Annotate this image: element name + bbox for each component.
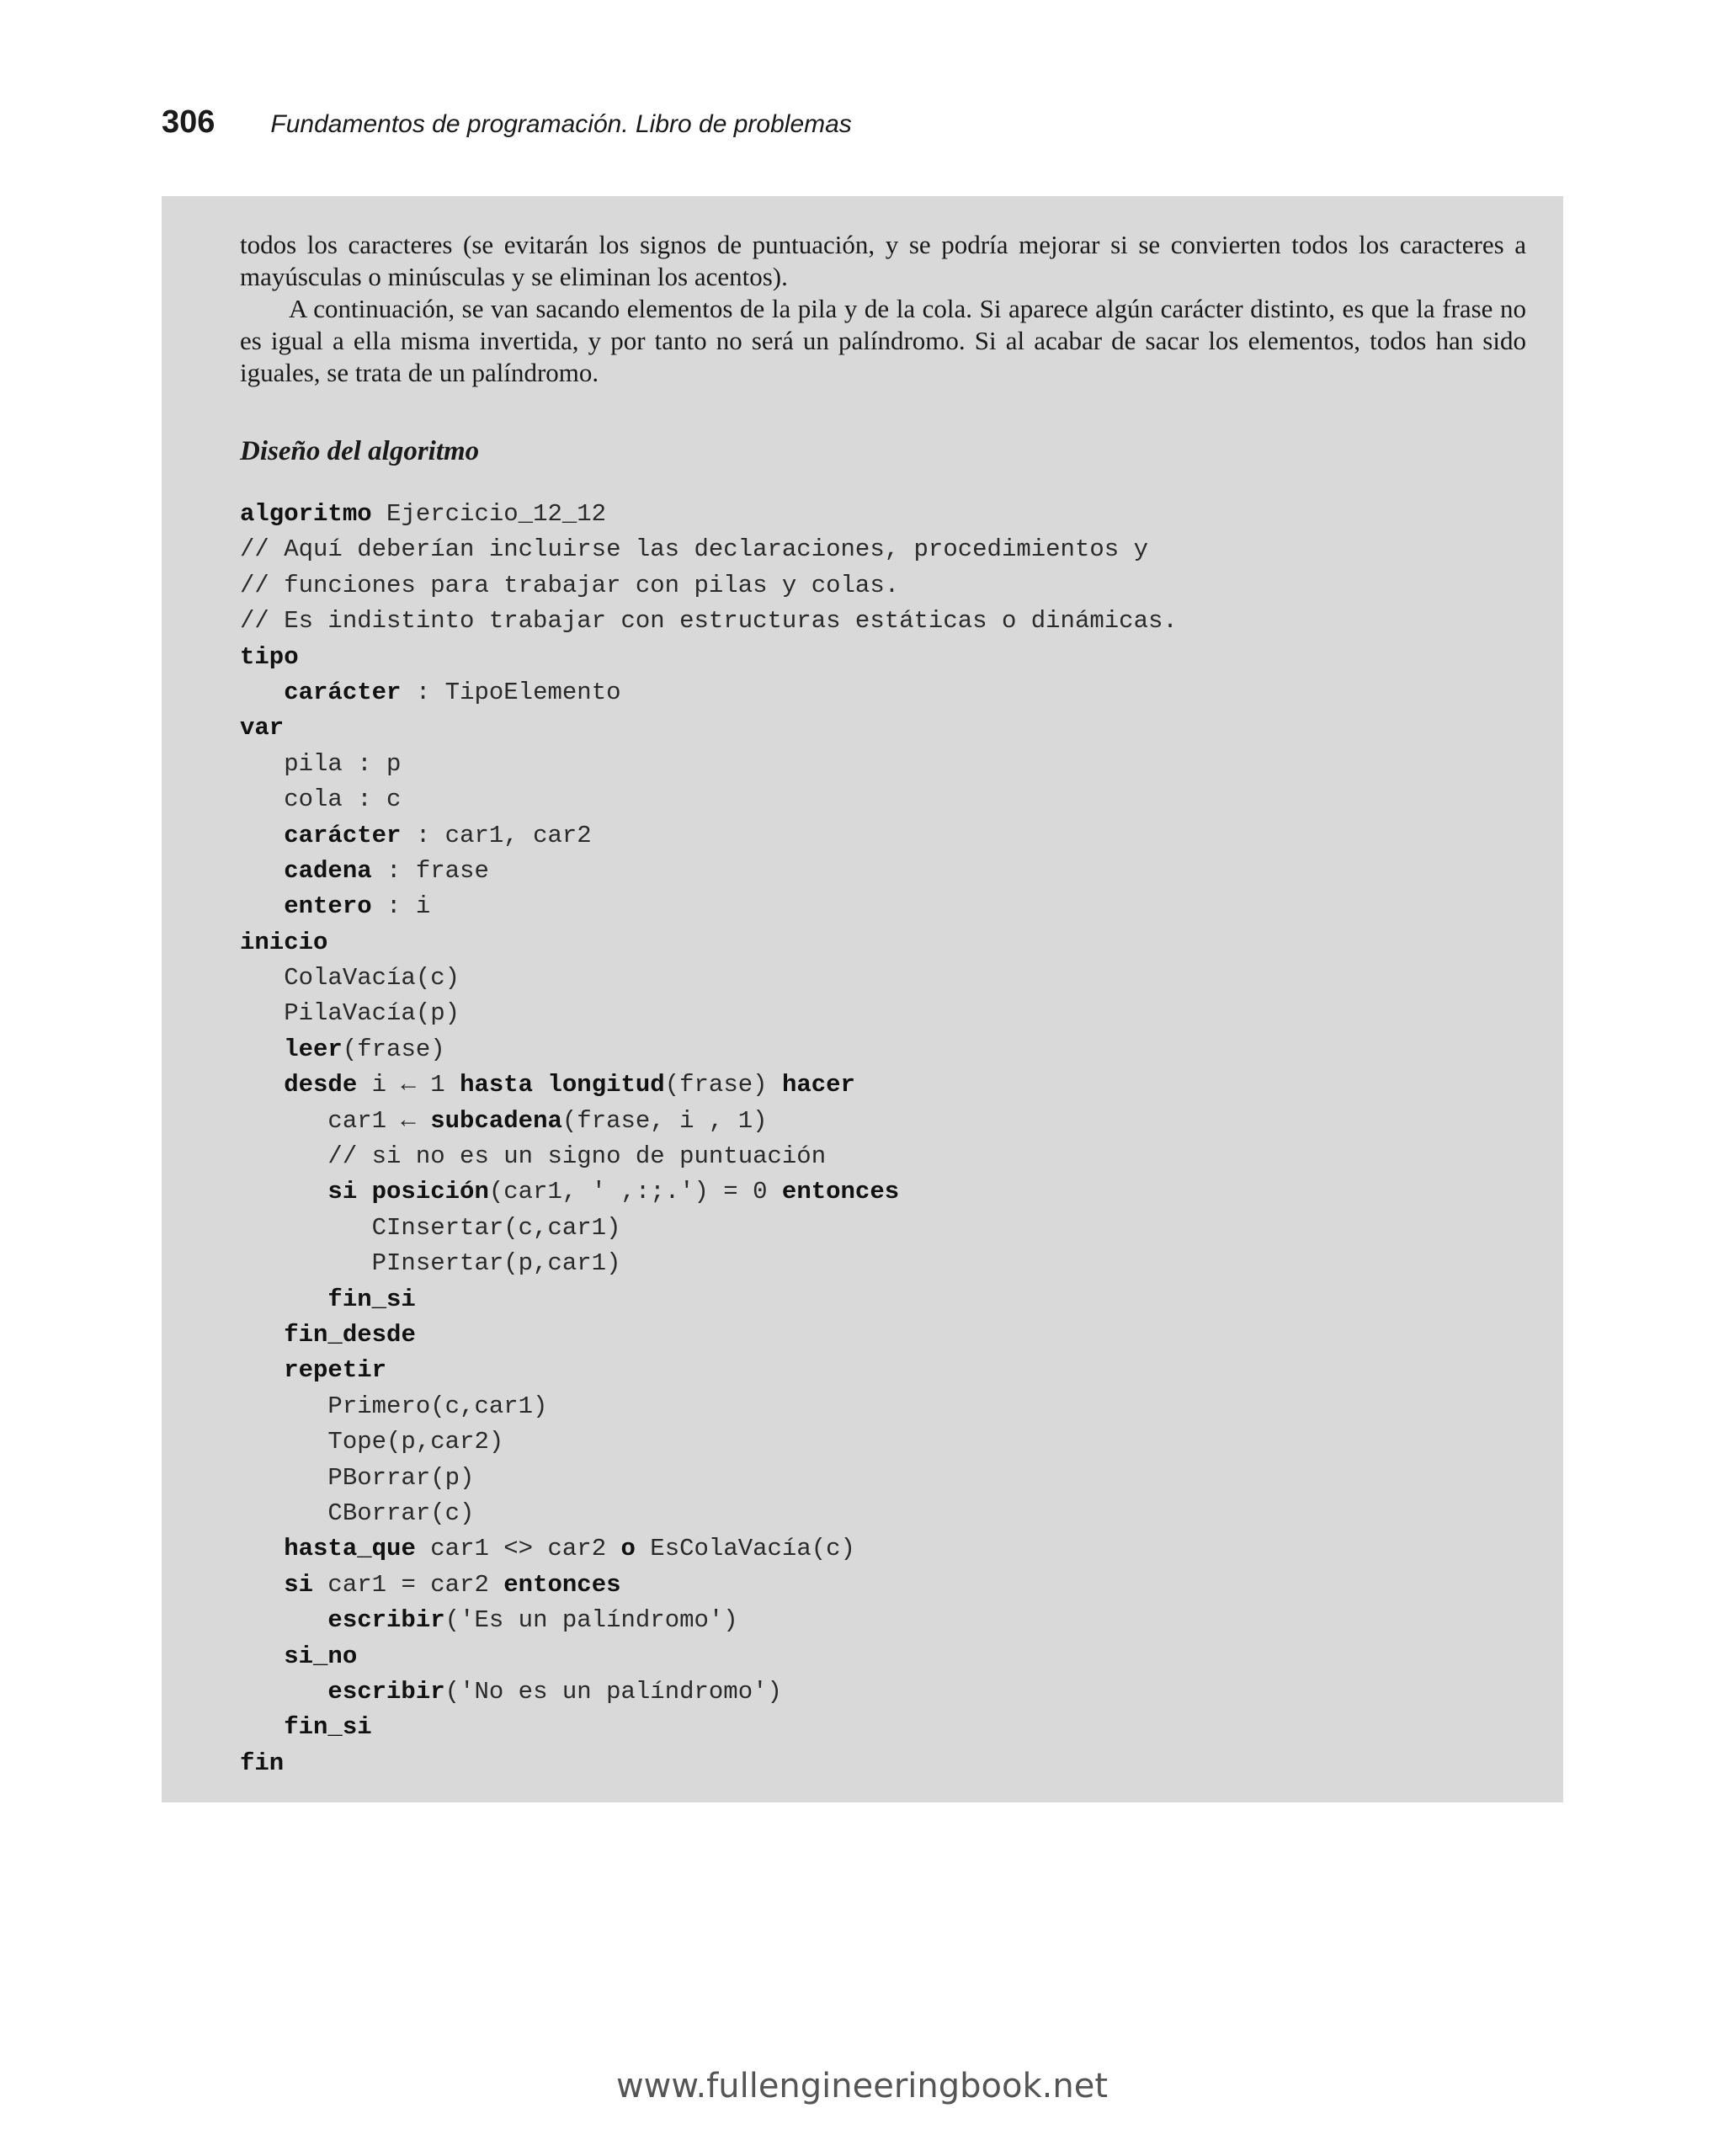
- code-text: car1 <> car2: [415, 1535, 621, 1563]
- code-text: // Aquí deberían incluirse las declaraciones, procedimientos y: [240, 535, 1148, 564]
- code-text: EsColaVacía(c): [635, 1535, 855, 1563]
- code-text: [240, 1356, 284, 1384]
- code-keyword: algoritmo: [240, 500, 372, 528]
- code-line: [240, 889, 1178, 924]
- code-text: [240, 1642, 284, 1670]
- code-text: [240, 679, 284, 706]
- code-keyword: tipo: [240, 642, 299, 671]
- code-line: [240, 1282, 1178, 1318]
- code-line: [240, 1104, 1178, 1139]
- code-line: [240, 532, 1178, 567]
- code-line: [240, 1674, 1178, 1710]
- code-text: [240, 1178, 327, 1206]
- code-line: [240, 1531, 1178, 1567]
- code-line: [240, 675, 1178, 711]
- code-text: [240, 822, 284, 849]
- paragraph-2: A continuación, se van sacando elementos de la pila y de la cola. Si aparece algún carácter distinto, es que la frase no es igual a ella misma invertida, y por tanto no será un palíndromo. Si al acabar de sacar los elementos, todos han sido iguales, se trata de un palíndromo.: [240, 294, 1526, 387]
- code-line: [240, 1424, 1178, 1460]
- code-line: [240, 1032, 1178, 1067]
- code-text: CBorrar(c): [240, 1499, 475, 1527]
- code-line: [240, 1139, 1178, 1174]
- code-text: Ejercicio_12_12: [371, 500, 607, 528]
- code-keyword: fin: [240, 1749, 285, 1777]
- footer-url: www.fullengineeringbook.net: [615, 2067, 1109, 2105]
- code-text: : TipoElemento: [401, 678, 621, 706]
- code-keyword: fin_desde: [284, 1320, 416, 1349]
- code-text: [240, 1571, 284, 1599]
- code-text: [240, 1535, 284, 1562]
- code-text: (car1, ' ,:;.') = 0: [488, 1178, 782, 1206]
- code-text: PilaVacía(p): [240, 999, 460, 1028]
- code-text: [240, 1035, 284, 1063]
- code-keyword: entonces: [503, 1570, 621, 1599]
- code-text: [240, 1321, 284, 1349]
- code-text: (frase): [342, 1035, 445, 1063]
- code-text: (frase, i , 1): [561, 1106, 768, 1135]
- page-header: [162, 104, 852, 155]
- code-text: : car1, car2: [401, 821, 592, 849]
- code-text: : frase: [371, 856, 489, 885]
- code-text: (frase): [664, 1071, 782, 1099]
- code-text: Tope(p,car2): [240, 1428, 504, 1456]
- code-text: ('Es un palíndromo'): [444, 1606, 738, 1635]
- code-line: [240, 568, 1178, 604]
- code-keyword: entonces: [781, 1178, 900, 1206]
- code-text: [240, 892, 284, 920]
- code-line: [240, 1568, 1178, 1603]
- code-text: car1 = car2: [313, 1570, 504, 1599]
- algorithm-code-block: [240, 497, 1178, 1781]
- code-keyword: hacer: [781, 1071, 855, 1099]
- code-text: cola : c: [240, 785, 402, 814]
- code-text: car1 ←: [240, 1106, 431, 1135]
- code-text: ('No es un palíndromo'): [444, 1677, 782, 1706]
- code-line: [240, 1710, 1178, 1745]
- code-keyword: carácter: [284, 678, 402, 706]
- code-line: [240, 640, 1178, 675]
- code-line: [240, 747, 1178, 782]
- code-text: i ← 1: [357, 1071, 460, 1099]
- code-text: CInsertar(c,car1): [240, 1213, 621, 1242]
- running-title: Fundamentos de programación. Libro de problemas: [270, 110, 852, 138]
- code-line: [240, 1211, 1178, 1246]
- code-text: ColaVacía(c): [240, 964, 460, 993]
- code-text: [240, 857, 284, 885]
- code-keyword: carácter: [284, 821, 402, 849]
- code-line: [240, 961, 1178, 996]
- code-line: [240, 818, 1178, 854]
- code-text: Primero(c,car1): [240, 1392, 548, 1420]
- code-keyword: si: [284, 1570, 314, 1599]
- code-text: [240, 1713, 284, 1741]
- code-keyword: cadena: [284, 856, 372, 885]
- code-keyword: leer: [284, 1035, 343, 1063]
- code-text: // funciones para trabajar con pilas y colas.: [240, 571, 900, 599]
- code-text: [240, 1606, 327, 1634]
- code-text: // Es indistinto trabajar con estructuras estáticas o dinámicas.: [240, 607, 1178, 636]
- code-keyword: hasta_que: [284, 1535, 416, 1563]
- code-keyword: hasta longitud: [460, 1071, 665, 1099]
- code-text: [240, 1678, 327, 1706]
- code-line: [240, 1318, 1178, 1353]
- code-keyword: fin_si: [284, 1713, 372, 1742]
- paragraph-1: todos los caracteres (se evitarán los signos de puntuación, y se podría mejorar si se convierten todos los caracteres a mayúsculas o minúsculas y se eliminan los acentos).: [240, 230, 1526, 291]
- code-line: [240, 782, 1178, 817]
- code-text: : i: [371, 892, 431, 921]
- code-keyword: var: [240, 714, 285, 743]
- code-line: [240, 1389, 1178, 1424]
- code-text: // si no es un signo de puntuación: [240, 1142, 827, 1171]
- code-line: [240, 604, 1178, 639]
- code-keyword: fin_si: [327, 1285, 416, 1313]
- code-keyword: si posición: [327, 1178, 489, 1206]
- code-keyword: escribir: [327, 1606, 445, 1635]
- code-text: PBorrar(p): [240, 1463, 475, 1492]
- code-line: [240, 1603, 1178, 1638]
- section-heading: Diseño del algoritmo: [240, 436, 480, 466]
- code-keyword: desde: [284, 1071, 358, 1099]
- code-keyword: si_no: [284, 1642, 358, 1670]
- code-text: [240, 1071, 284, 1099]
- code-line: [240, 925, 1178, 961]
- code-keyword: repetir: [284, 1356, 387, 1385]
- code-text: [240, 1286, 327, 1313]
- code-line: [240, 1746, 1178, 1781]
- code-keyword: entero: [284, 892, 372, 921]
- code-text: pila : p: [240, 749, 402, 778]
- code-line: [240, 996, 1178, 1031]
- code-line: [240, 1067, 1178, 1103]
- code-keyword: subcadena: [430, 1106, 562, 1135]
- code-keyword: o: [620, 1535, 636, 1563]
- code-keyword: inicio: [240, 928, 328, 956]
- page-number: 306: [162, 104, 216, 140]
- code-line: [240, 1353, 1178, 1388]
- body-text: [240, 229, 1526, 389]
- code-line: [240, 854, 1178, 889]
- code-keyword: escribir: [327, 1677, 445, 1706]
- code-text: PInsertar(p,car1): [240, 1249, 621, 1278]
- code-line: [240, 1246, 1178, 1281]
- code-line: [240, 711, 1178, 746]
- code-line: [240, 497, 1178, 532]
- code-line: [240, 1461, 1178, 1496]
- code-line: [240, 1639, 1178, 1674]
- code-line: [240, 1496, 1178, 1531]
- code-line: [240, 1174, 1178, 1210]
